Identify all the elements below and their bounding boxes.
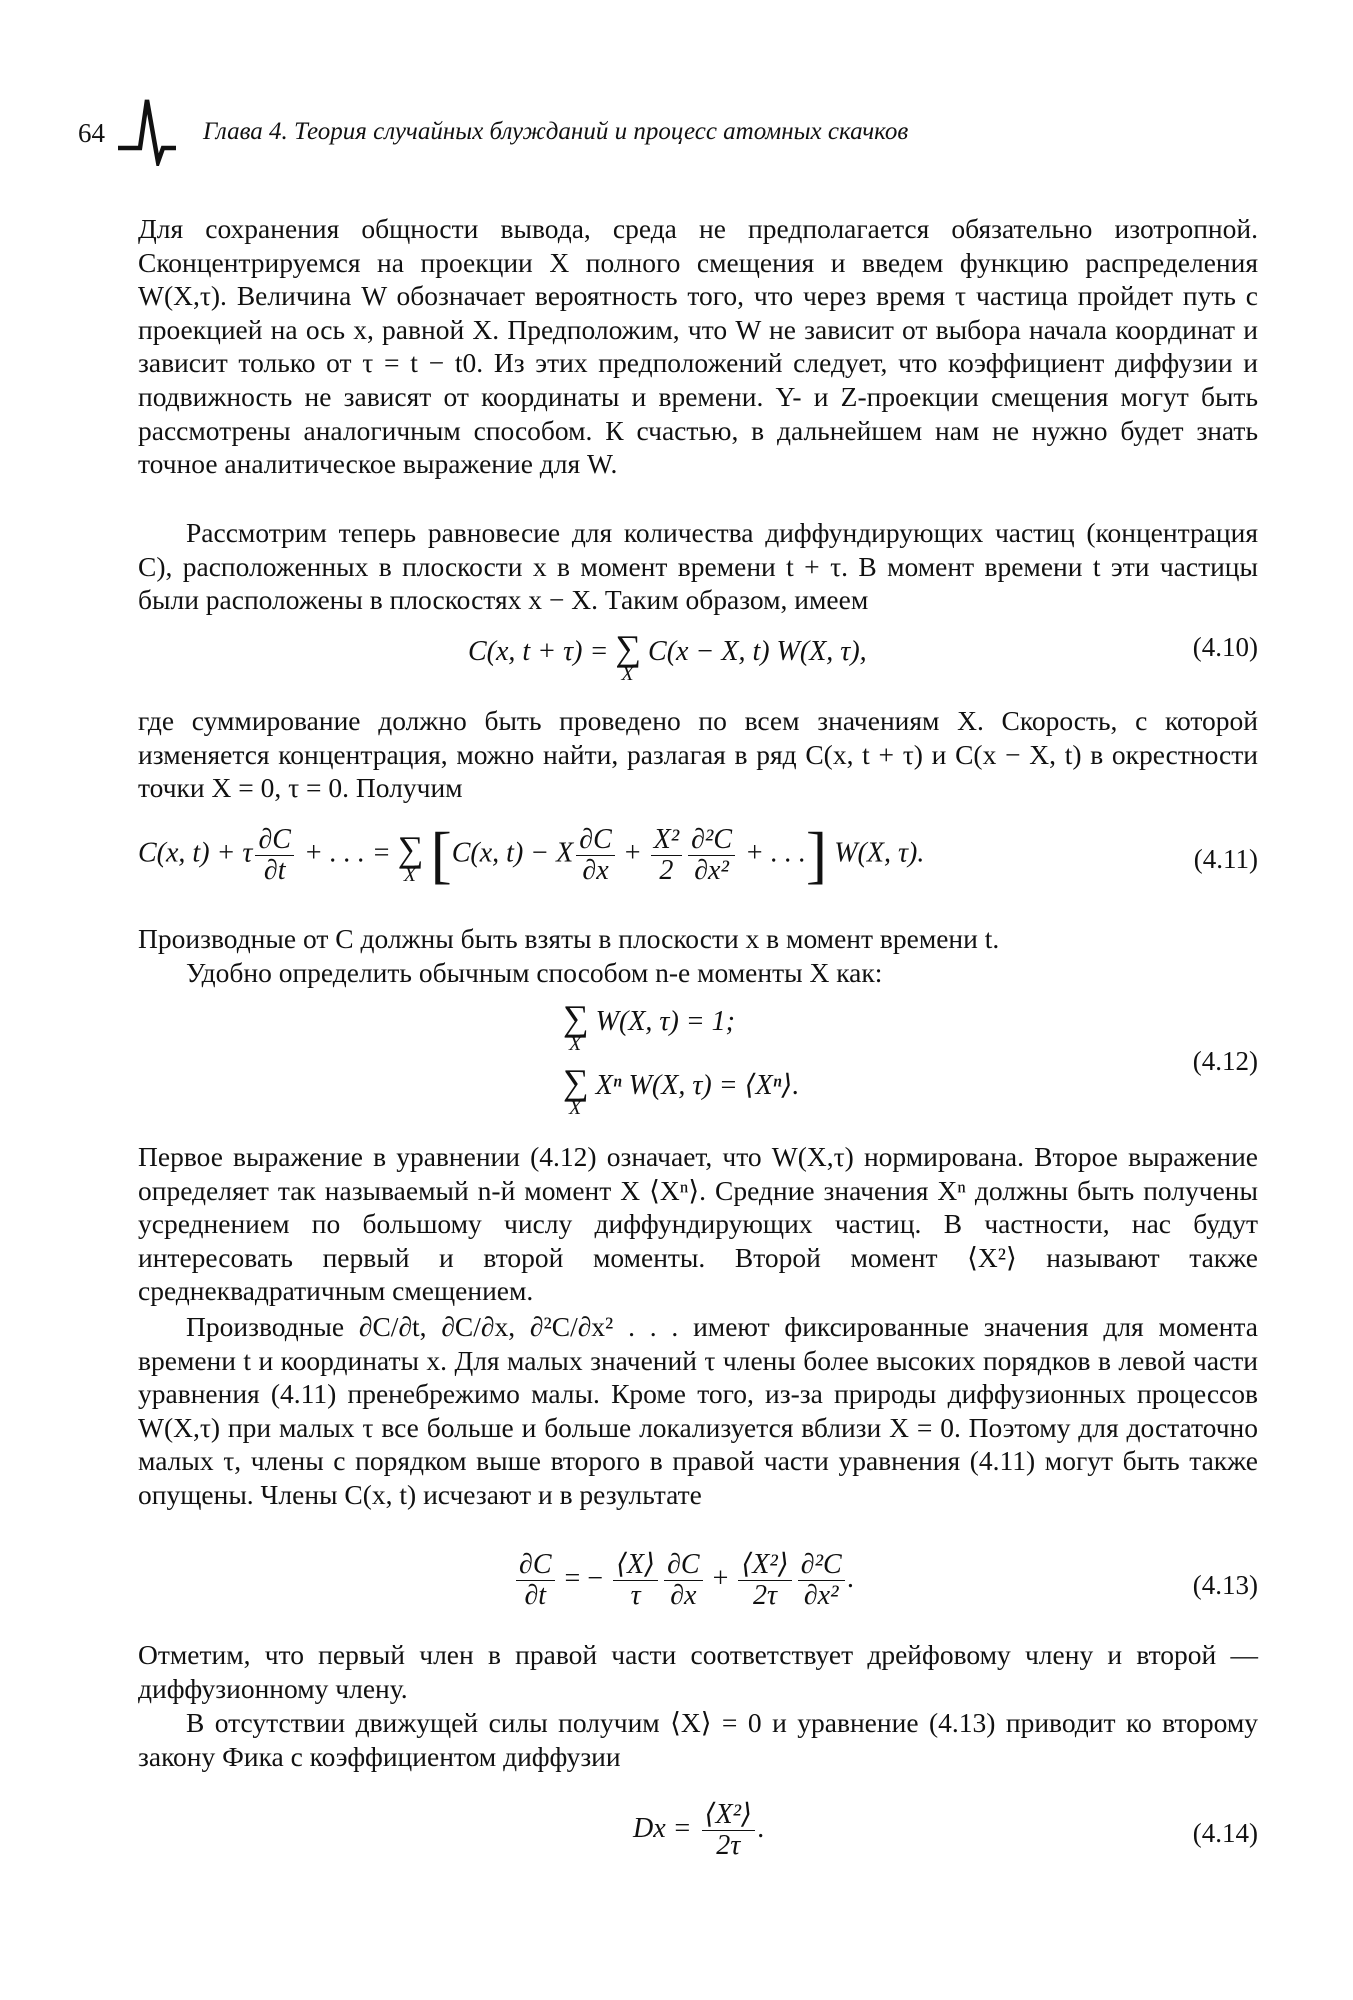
paragraph-text: Рассмотрим теперь равновесие для количества диффундирующих частиц (концентрация C), расположенных в плоскости x в момент времени t + τ. В момент времени t эти частицы были расположены в плоскостях x − X. Таким образом, имеем (138, 517, 1258, 616)
eq-term: W(X, τ). (834, 837, 925, 869)
paragraph-text: Первое выражение в уравнении (4.12) означает, что W(X,τ) нормирована. Второе выражение определяет так называемый n-й момент X ⟨Xⁿ⟩. Средние значения Xⁿ должны быть получены усреднением по большому числу диффундирующих частиц. В частности, нас будут интересовать первый и второй моменты. Второй момент ⟨X²⟩ называют также среднеквадратичным смещением. (138, 1141, 1258, 1307)
sum-sign: ∑ X (563, 1062, 589, 1119)
eq-line-2: Xⁿ W(X, τ) = ⟨Xⁿ⟩. (595, 1070, 800, 1101)
fraction: $\frac{⟨X⟩}{\tau}$ (613, 1550, 658, 1611)
paragraph-text: Производные от C должны быть взяты в плоскости x в момент времени t. (138, 923, 1000, 954)
fraction: $\frac{\text{X²}}{2}$ (651, 825, 683, 886)
sum-sign: ∑ X (397, 829, 424, 887)
equation-number: (4.10) (1192, 632, 1258, 662)
paragraph-4 (138, 922, 1258, 956)
fraction: $\frac{\partial C}{\partial t}$ (255, 825, 294, 886)
equation-4-12 (138, 1000, 1258, 1130)
left-bracket: [ (430, 819, 452, 890)
fraction: $\frac{\text{∂²C}}{\text{∂x²}}$ (798, 1550, 845, 1611)
fraction: $\frac{\partial C}{\partial t}$ (516, 1550, 555, 1611)
eq-term: + . . . = (303, 837, 391, 869)
paragraph-text: Отметим, что первый член в правой части соответствует дрейфовому члену и второй — диффузионному члену. (138, 1639, 1258, 1704)
paragraph-1 (138, 212, 1258, 481)
fraction: $\frac{\partial C}{\partial x}$ (664, 1550, 703, 1611)
equation-4-14 (138, 1800, 1258, 1880)
equation-number: (4.13) (1192, 1570, 1258, 1600)
paragraph-3 (138, 704, 1258, 805)
sum-sign: ∑ X (563, 998, 589, 1055)
right-bracket: ] (805, 819, 828, 890)
eq-rhs: C(x − X, t) W(X, τ), (648, 636, 867, 667)
equation-4-10 (138, 630, 1258, 700)
paragraph-7 (138, 1310, 1258, 1512)
eq-term: C(x, t) + τ (138, 837, 253, 869)
equation-4-13 (138, 1550, 1258, 1630)
paragraph-text: Производные ∂C/∂t, ∂C/∂x, ∂²C/∂x² . . . имеют фиксированные значения для момента времени t и координаты x. Для малых значений τ члены более высоких порядков в левой части уравнения (4.11) пренебрежимо малы. Кроме того, из-за природы диффузионных процессов W(X,τ) при малых τ все больше и больше локализуется вблизи X = 0. Поэтому для достаточно малых τ, члены с порядком выше второго в правой части уравнения (4.11) могут быть также опущены. Члены C(x, t) исчезают и в результате (138, 1311, 1258, 1510)
eq-plus: + (624, 837, 641, 869)
eq-lhs: C(x, t + τ) = (468, 636, 609, 667)
chapter-title: Глава 4. Теория случайных блужданий и процесс атомных скачков (203, 118, 909, 145)
eq-plus: + (712, 1562, 729, 1594)
paragraph-9 (138, 1706, 1258, 1773)
paragraph-8 (138, 1638, 1258, 1705)
fraction: $\frac{\partial C}{\partial x}$ (576, 825, 615, 886)
paragraph-text: где суммирование должно быть проведено по всем значениям X. Скорость, с которой изменяется концентрация, можно найти, разлагая в ряд C(x, t + τ) и C(x − X, t) в окрестности точки X = 0, τ = 0. Получим (138, 705, 1258, 804)
eq-lhs: Dx = (633, 1812, 692, 1844)
paragraph-2 (138, 516, 1258, 617)
eq-term: + . . . (745, 837, 806, 869)
running-header (78, 96, 1278, 166)
eq-end: . (847, 1562, 855, 1594)
paragraph-6 (138, 1140, 1258, 1308)
fraction: $\frac{\text{⟨X²⟩}}{2\tau}$ (738, 1550, 791, 1611)
paragraph-text: Для сохранения общности вывода, среда не предполагается обязательно изотропной. Сконцентрируемся на проекции X полного смещения и введем функцию распределения W(X,τ). Величина W обозначает вероятность того, что через время τ частица пройдет путь с проекцией на ось x, равной X. Предположим, что W не зависит от выбора начала координат и зависит только от τ = t − t0. Из этих предположений следует, что коэффициент диффузии и подвижность не зависят от координаты и времени. Y- и Z-проекции смещения могут быть рассмотрены аналогичным способом. К счастью, в дальнейшем нам не нужно будет знать точное аналитическое выражение для W. (138, 213, 1258, 480)
paragraph-text: В отсутствии движущей силы получим ⟨X⟩ = 0 и уравнение (4.13) приводит ко второму закону Фика с коэффициентом диффузии (138, 1707, 1258, 1772)
eq-term: C(x, t) − X (451, 837, 574, 869)
pulse-logo-icon (116, 96, 188, 166)
paragraph-text: Удобно определить обычным способом n-е моменты X как: (186, 957, 883, 988)
equation-number: (4.12) (1192, 1046, 1258, 1076)
sum-sign: ∑ X (615, 628, 642, 685)
eq-sign: = − (564, 1562, 604, 1594)
paragraph-5 (138, 956, 1258, 990)
fraction: $\frac{\text{⟨X²⟩}}{2\tau}$ (702, 1800, 755, 1861)
page-number: 64 (78, 118, 105, 148)
eq-line-1: W(X, τ) = 1; (595, 1006, 735, 1037)
equation-number: (4.14) (1192, 1818, 1258, 1848)
equation-number: (4.11) (1193, 844, 1258, 874)
eq-end: . (757, 1812, 765, 1844)
equation-4-11 (138, 818, 1258, 918)
fraction: $\frac{\text{∂²C}}{\text{∂x²}}$ (688, 825, 735, 886)
